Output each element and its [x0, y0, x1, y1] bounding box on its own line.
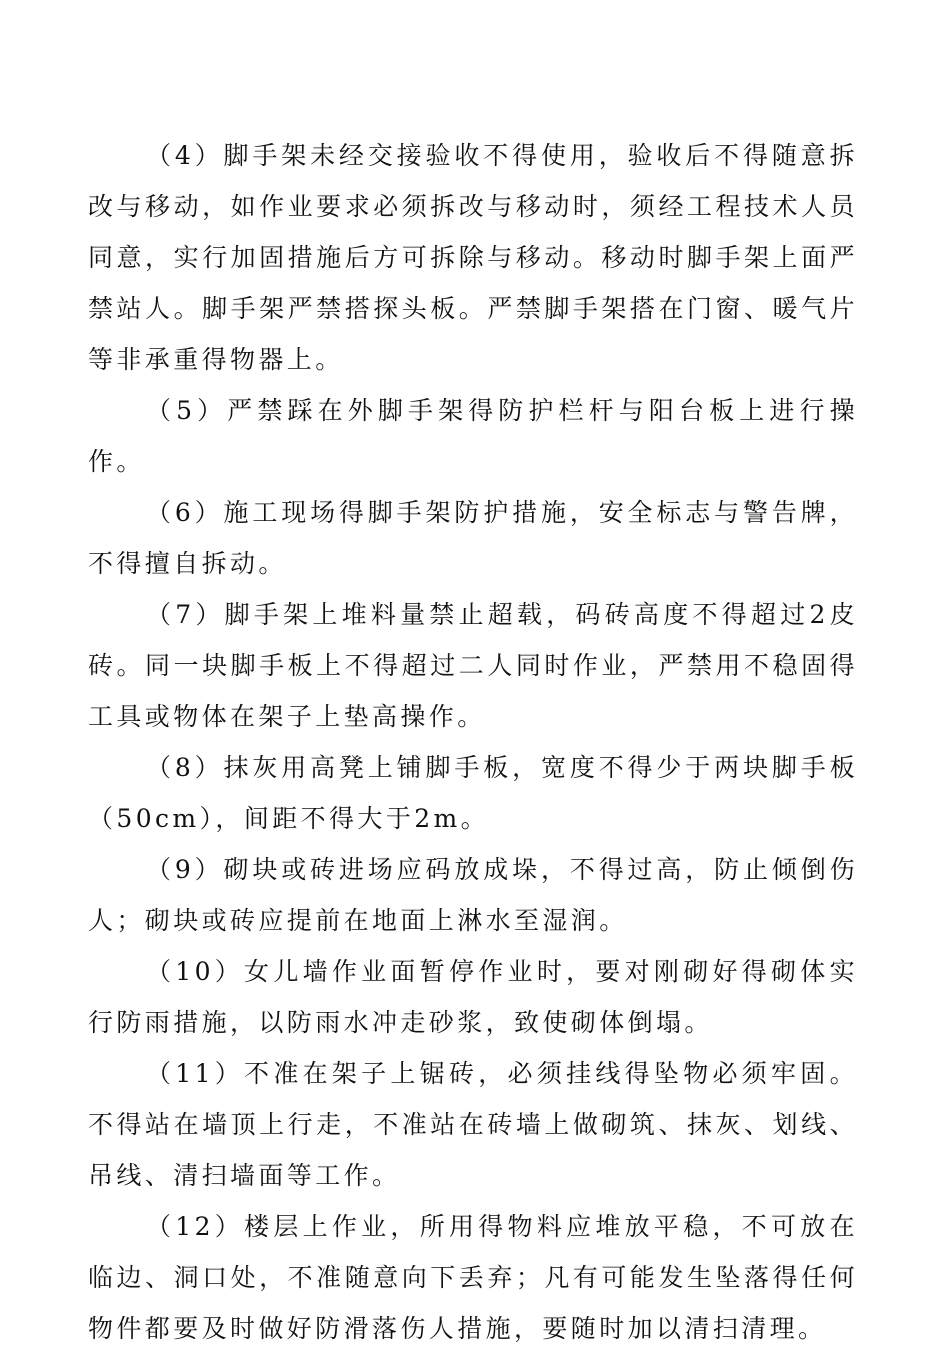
paragraph-item-9: （9）砌块或砖进场应码放成垛，不得过高，防止倾倒伤人；砌块或砖应提前在地面上淋水至湿润。 [88, 855, 858, 935]
paragraph-item-12: （12）楼层上作业，所用得物料应堆放平稳，不可放在临边、洞口处，不准随意向下丢弃；凡有可能发生坠落得任何物件都要及时做好防滑落伤人措施，要随时加以清扫清理。 [88, 1212, 858, 1343]
paragraph-item-7: （7）脚手架上堆料量禁止超载，码砖高度不得超过2皮砖。同一块脚手板上不得超过二人同时作业，严禁用不稳固得工具或物体在架子上垫高操作。 [88, 600, 858, 731]
paragraph-item-6: （6）施工现场得脚手架防护措施，安全标志与警告牌，不得擅自拆动。 [88, 498, 858, 578]
paragraph-item-11: （11）不准在架子上锯砖，必须挂线得坠物必须牢固。不得站在墙顶上行走，不准站在砖墙上做砌筑、抹灰、划线、吊线、清扫墙面等工作。 [88, 1059, 858, 1190]
paragraph-item-4: （4）脚手架未经交接验收不得使用，验收后不得随意拆改与移动，如作业要求必须拆改与移动时，须经工程技术人员同意，实行加固措施后方可拆除与移动。移动时脚手架上面严禁站人。脚手架严禁搭探头板。严禁脚手架搭在门窗、暖气片等非承重得物器上。 [88, 141, 858, 374]
paragraph-item-10: （10）女儿墙作业面暂停作业时，要对刚砌好得砌体实行防雨措施，以防雨水冲走砂浆，致使砌体倒塌。 [88, 957, 858, 1037]
paragraph-item-8: （8）抹灰用高凳上铺脚手板，宽度不得少于两块脚手板（50cm），间距不得大于2m。 [88, 753, 858, 833]
paragraph-item-5: （5）严禁踩在外脚手架得防护栏杆与阳台板上进行操作。 [88, 396, 858, 476]
